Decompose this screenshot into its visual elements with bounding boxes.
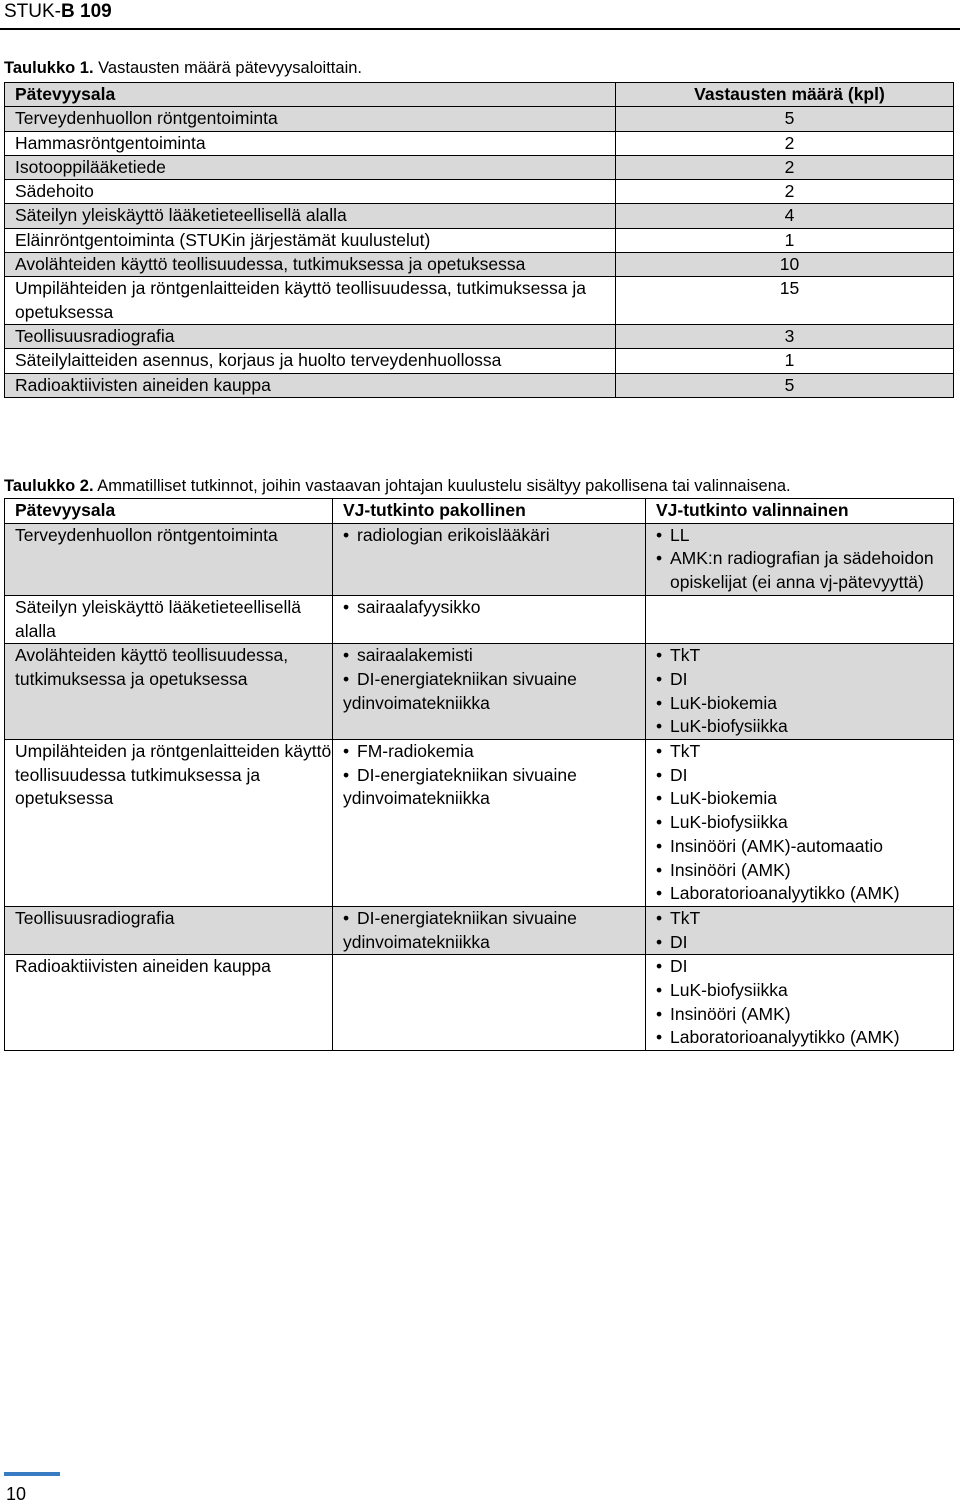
optional-list bbox=[656, 907, 953, 954]
table-row bbox=[5, 180, 954, 204]
running-header bbox=[0, 0, 960, 30]
count-cell: 2 bbox=[616, 180, 954, 204]
list-item: • DI-energiatekniikan sivuaine bbox=[343, 907, 645, 931]
table2-caption bbox=[4, 476, 791, 496]
list-item: • TkT bbox=[656, 644, 953, 668]
list-item: • LuK-biokemia bbox=[656, 787, 953, 811]
optional-cell bbox=[646, 523, 954, 595]
count-cell: 5 bbox=[616, 373, 954, 397]
list-item: • LuK-biokemia bbox=[656, 692, 953, 716]
optional-cell bbox=[646, 595, 954, 643]
list-item: • Laboratorioanalyytikko (AMK) bbox=[656, 882, 953, 906]
table-row bbox=[5, 324, 954, 348]
mandatory-cell bbox=[333, 595, 646, 643]
mandatory-continuation: ydinvoimatekniikka bbox=[343, 788, 490, 809]
document-code bbox=[4, 1, 112, 23]
field-cell: Avolähteiden käyttö teollisuudessa, tutkimuksessa ja opetuksessa bbox=[5, 253, 616, 277]
field-cell: Avolähteiden käyttö teollisuudessa, tutkimuksessa ja opetuksessa bbox=[5, 644, 333, 740]
optional-list bbox=[656, 524, 953, 595]
field-cell: Säteilyn yleiskäyttö lääketieteellisellä alalla bbox=[5, 204, 616, 228]
count-cell: 15 bbox=[616, 277, 954, 325]
table-row bbox=[5, 906, 954, 954]
list-item: • DI-energiatekniikan sivuaine bbox=[343, 668, 645, 692]
list-item: • DI-energiatekniikan sivuaine bbox=[343, 764, 645, 788]
mandatory-continuation: ydinvoimatekniikka bbox=[343, 931, 490, 952]
table2-col-field: Pätevyysala bbox=[5, 499, 333, 524]
list-item: • Insinööri (AMK) bbox=[656, 1003, 953, 1027]
table-row bbox=[5, 277, 954, 325]
optional-list bbox=[656, 740, 953, 906]
series-number: B 109 bbox=[61, 1, 112, 22]
list-item: • Insinööri (AMK) bbox=[656, 859, 953, 883]
list-item: • Laboratorioanalyytikko (AMK) bbox=[656, 1026, 953, 1050]
table2-caption-number: Taulukko 2. bbox=[4, 477, 94, 495]
mandatory-list bbox=[343, 524, 645, 548]
field-cell: Säteilyn yleiskäyttö lääketieteellisellä alalla bbox=[5, 595, 333, 643]
table-row bbox=[5, 373, 954, 397]
count-cell: 4 bbox=[616, 204, 954, 228]
field-cell: Isotooppilääketiede bbox=[5, 155, 616, 179]
list-item: • radiologian erikoislääkäri bbox=[343, 524, 645, 548]
field-cell: Terveydenhuollon röntgentoiminta bbox=[5, 523, 333, 595]
mandatory-list bbox=[343, 907, 645, 931]
mandatory-list bbox=[343, 740, 645, 787]
list-item: • LuK-biofysiikka bbox=[656, 715, 953, 739]
mandatory-list bbox=[343, 644, 645, 691]
optional-cell bbox=[646, 644, 954, 740]
list-item: • sairaalakemisti bbox=[343, 644, 645, 668]
count-cell: 2 bbox=[616, 131, 954, 155]
count-cell: 2 bbox=[616, 155, 954, 179]
responses-table bbox=[4, 82, 954, 398]
table1-col-field: Pätevyysala bbox=[5, 83, 616, 107]
table1-caption-text: Vastausten määrä pätevyysaloittain. bbox=[98, 59, 362, 77]
count-cell: 5 bbox=[616, 107, 954, 131]
table-row bbox=[5, 253, 954, 277]
list-item: • Insinööri (AMK)-automaatio bbox=[656, 835, 953, 859]
list-item: • LuK-biofysiikka bbox=[656, 811, 953, 835]
field-cell: Umpilähteiden ja röntgenlaitteiden käyttö teollisuudessa, tutkimuksessa ja opetuksessa bbox=[5, 277, 616, 325]
table1-header-row bbox=[5, 83, 954, 107]
field-cell: Radioaktiivisten aineiden kauppa bbox=[5, 373, 616, 397]
table-row bbox=[5, 644, 954, 740]
optional-cell bbox=[646, 740, 954, 907]
count-cell: 1 bbox=[616, 349, 954, 373]
optional-cell bbox=[646, 906, 954, 954]
count-cell: 3 bbox=[616, 324, 954, 348]
count-cell: 10 bbox=[616, 253, 954, 277]
mandatory-cell bbox=[333, 644, 646, 740]
table2-caption-text: Ammatilliset tutkinnot, joihin vastaavan johtajan kuulustelu sisältyy pakollisena tai valinnaisena. bbox=[97, 477, 791, 495]
mandatory-cell bbox=[333, 955, 646, 1051]
table-row bbox=[5, 155, 954, 179]
field-cell: Radioaktiivisten aineiden kauppa bbox=[5, 955, 333, 1051]
mandatory-cell bbox=[333, 906, 646, 954]
degrees-table bbox=[4, 498, 954, 1051]
page-number: 10 bbox=[6, 1484, 27, 1504]
field-cell: Hammasröntgentoiminta bbox=[5, 131, 616, 155]
table-row bbox=[5, 349, 954, 373]
table2-header-row bbox=[5, 499, 954, 524]
series-label: STUK- bbox=[4, 1, 61, 22]
count-cell: 1 bbox=[616, 228, 954, 252]
list-item: • DI bbox=[656, 931, 953, 955]
table1-body bbox=[5, 107, 954, 398]
mandatory-cell bbox=[333, 523, 646, 595]
table-row bbox=[5, 740, 954, 907]
list-item: • DI bbox=[656, 955, 953, 979]
list-item: • TkT bbox=[656, 907, 953, 931]
optional-list bbox=[656, 955, 953, 1050]
list-item: • DI bbox=[656, 668, 953, 692]
footer-rule bbox=[4, 1472, 60, 1476]
field-cell: Teollisuusradiografia bbox=[5, 906, 333, 954]
field-cell: Säteilylaitteiden asennus, korjaus ja huolto terveydenhuollossa bbox=[5, 349, 616, 373]
table2-col-optional: VJ-tutkinto valinnainen bbox=[646, 499, 954, 524]
table-row bbox=[5, 523, 954, 595]
field-cell: Umpilähteiden ja röntgenlaitteiden käyttö teollisuudessa tutkimuksessa ja opetuksessa bbox=[5, 740, 333, 907]
table-row bbox=[5, 204, 954, 228]
list-item: • LuK-biofysiikka bbox=[656, 979, 953, 1003]
table2-body bbox=[5, 523, 954, 1050]
list-item: • sairaalafyysikko bbox=[343, 596, 645, 620]
list-item: • DI bbox=[656, 764, 953, 788]
table1-col-count: Vastausten määrä (kpl) bbox=[616, 83, 954, 107]
field-cell: Terveydenhuollon röntgentoiminta bbox=[5, 107, 616, 131]
list-item: • FM-radiokemia bbox=[343, 740, 645, 764]
table1-caption-number: Taulukko 1. bbox=[4, 59, 94, 77]
table-row bbox=[5, 131, 954, 155]
table-row bbox=[5, 107, 954, 131]
field-cell: Sädehoito bbox=[5, 180, 616, 204]
table-row bbox=[5, 595, 954, 643]
mandatory-continuation: ydinvoimatekniikka bbox=[343, 692, 490, 713]
list-item: • AMK:n radiografian ja sädehoidon opiskelijat (ei anna vj-pätevyyttä) bbox=[656, 547, 953, 594]
table2-col-mandatory: VJ-tutkinto pakollinen bbox=[333, 499, 646, 524]
field-cell: Eläinröntgentoiminta (STUKin järjestämät kuulustelut) bbox=[5, 228, 616, 252]
list-item: • LL bbox=[656, 524, 953, 548]
mandatory-cell bbox=[333, 740, 646, 907]
optional-list bbox=[656, 644, 953, 739]
table1-caption bbox=[4, 58, 362, 78]
table-row bbox=[5, 955, 954, 1051]
field-cell: Teollisuusradiografia bbox=[5, 324, 616, 348]
optional-cell bbox=[646, 955, 954, 1051]
table-row bbox=[5, 228, 954, 252]
list-item: • TkT bbox=[656, 740, 953, 764]
mandatory-list bbox=[343, 596, 645, 620]
